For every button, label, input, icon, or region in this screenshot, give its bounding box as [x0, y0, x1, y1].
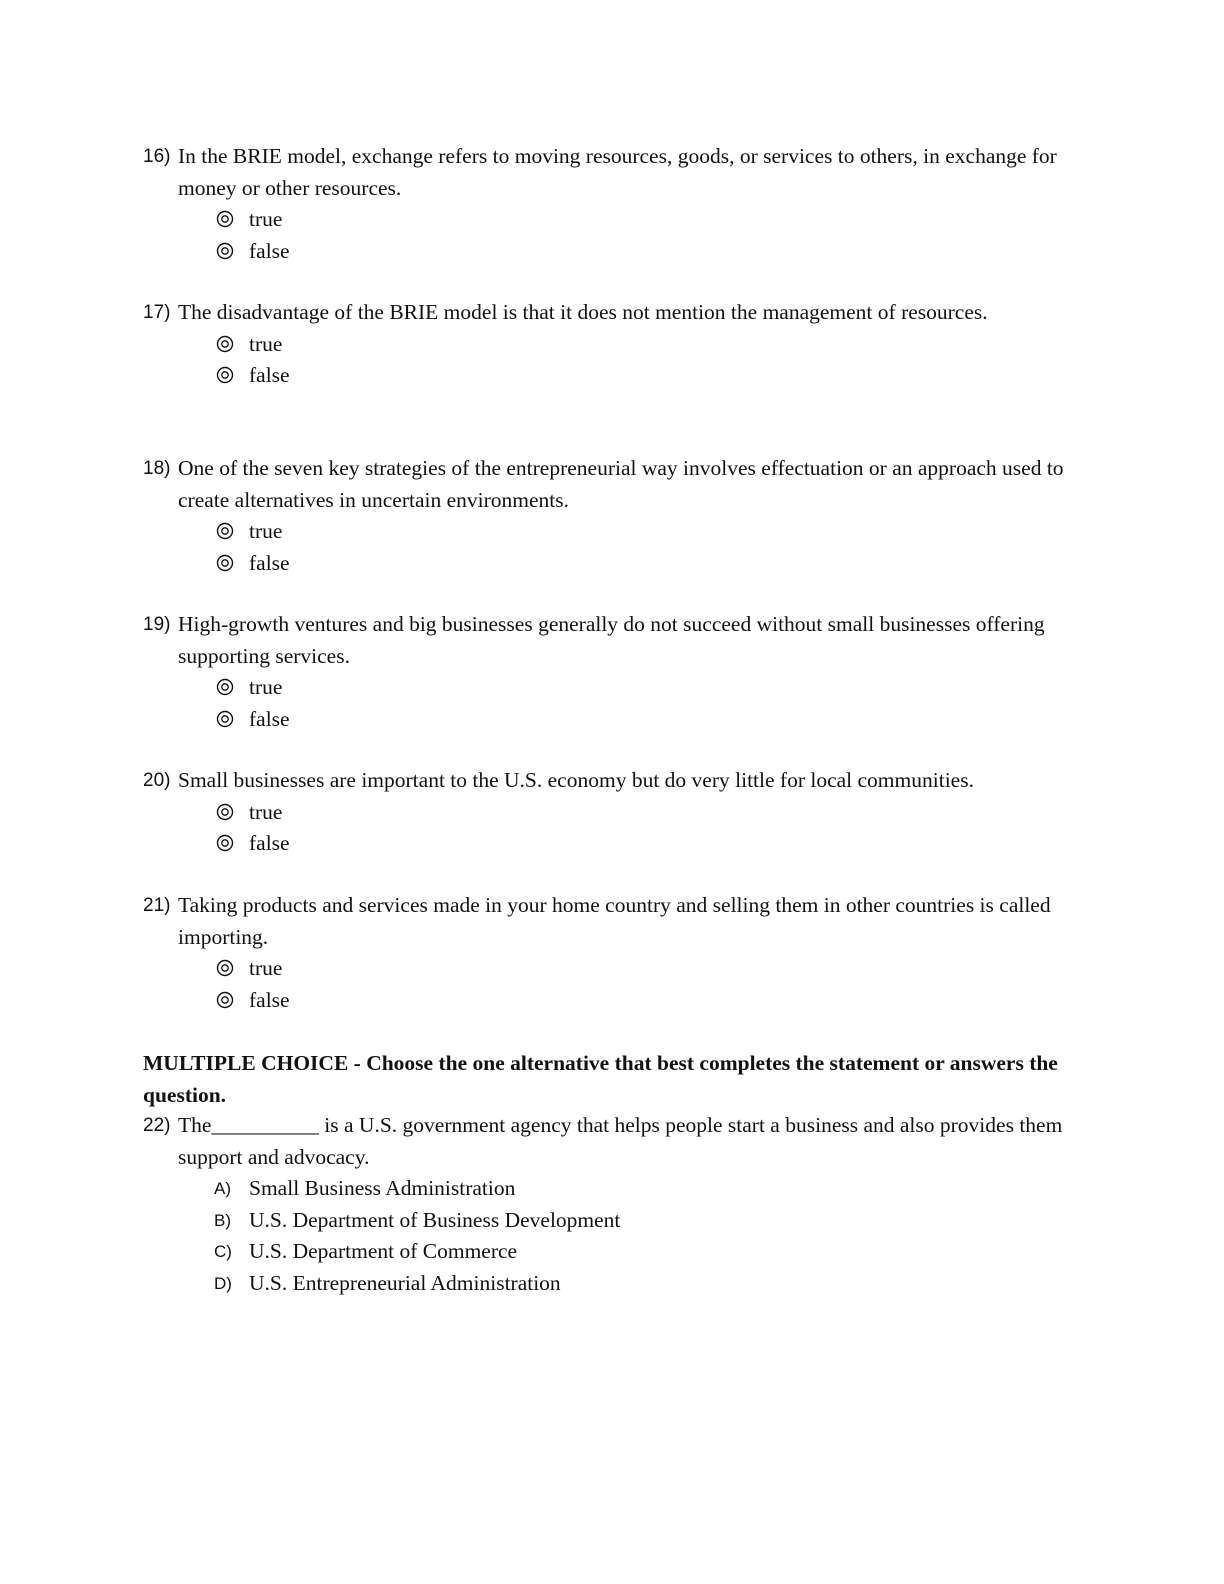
question-17: [143, 297, 1083, 392]
option-true[interactable]: [143, 516, 1083, 548]
question-number: 19): [143, 614, 171, 635]
answer-options: [143, 672, 1083, 735]
question-number: 21): [143, 895, 171, 916]
option-true[interactable]: [143, 672, 1083, 704]
question-number: 17): [143, 302, 171, 323]
option-true[interactable]: [143, 953, 1083, 985]
radio-button-icon[interactable]: [216, 710, 234, 728]
option-label: true: [249, 331, 283, 356]
question-21: [143, 890, 1083, 1016]
question-20: [143, 765, 1083, 860]
option-false[interactable]: [143, 236, 1083, 268]
option-label: false: [249, 706, 290, 731]
radio-button-icon[interactable]: [216, 366, 234, 384]
option-letter: A): [214, 1179, 231, 1198]
radio-button-icon[interactable]: [216, 242, 234, 260]
question-text: One of the seven key strategies of the entrepreneurial way involves effectuation or an approach used to create alternatives in uncertain environments.: [178, 456, 1064, 512]
radio-button-icon[interactable]: [216, 210, 234, 228]
option-true[interactable]: [143, 204, 1083, 236]
radio-button-icon[interactable]: [216, 834, 234, 852]
question-text: The__________ is a U.S. government agency that helps people start a business and also provides them support and advocacy.: [178, 1113, 1063, 1169]
question-stem: [143, 1110, 1083, 1173]
question-18: [143, 453, 1083, 579]
option-b[interactable]: [143, 1205, 1083, 1237]
option-label: false: [249, 550, 290, 575]
option-false[interactable]: [143, 985, 1083, 1017]
question-stem: [143, 141, 1083, 204]
answer-options: [143, 204, 1083, 267]
answer-options: [143, 797, 1083, 860]
question-16: [143, 141, 1083, 267]
question-text: Small businesses are important to the U.S. economy but do very little for local communities.: [178, 768, 974, 792]
option-true[interactable]: [143, 329, 1083, 361]
question-number: 16): [143, 146, 171, 167]
section-heading-multiple-choice: MULTIPLE CHOICE - Choose the one alternative that best completes the statement or answers the question.: [143, 1051, 1058, 1107]
option-label: U.S. Department of Business Development: [249, 1207, 621, 1232]
answer-options: [143, 516, 1083, 579]
option-a[interactable]: [143, 1173, 1083, 1205]
option-label: false: [249, 987, 290, 1012]
option-false[interactable]: [143, 360, 1083, 392]
radio-button-icon[interactable]: [216, 522, 234, 540]
option-label: true: [249, 207, 283, 231]
question-number: 20): [143, 770, 171, 791]
radio-button-icon[interactable]: [216, 991, 234, 1009]
option-label: true: [249, 675, 283, 699]
option-true[interactable]: [143, 797, 1083, 829]
radio-button-icon[interactable]: [216, 335, 234, 353]
answer-options: [143, 329, 1083, 392]
question-text: In the BRIE model, exchange refers to moving resources, goods, or services to others, in exchange for money or other resources.: [178, 144, 1057, 200]
question-stem: [143, 890, 1083, 953]
option-false[interactable]: [143, 548, 1083, 580]
option-label: false: [249, 238, 290, 263]
radio-button-icon[interactable]: [216, 678, 234, 696]
option-label: false: [249, 831, 290, 855]
option-label: U.S. Department of Commerce: [249, 1239, 518, 1263]
answer-options: [143, 1173, 1083, 1299]
option-d[interactable]: [143, 1268, 1083, 1300]
question-22: [143, 1110, 1083, 1299]
option-label: Small Business Administration: [249, 1176, 516, 1200]
answer-options: [143, 953, 1083, 1016]
question-stem: [143, 453, 1083, 516]
option-letter: C): [214, 1242, 232, 1261]
option-label: U.S. Entrepreneurial Administration: [249, 1270, 561, 1295]
question-stem: [143, 609, 1083, 672]
radio-button-icon[interactable]: [216, 959, 234, 977]
radio-button-icon[interactable]: [216, 554, 234, 572]
option-letter: D): [214, 1273, 232, 1293]
question-number: 22): [143, 1115, 171, 1136]
question-19: [143, 609, 1083, 735]
question-text: High-growth ventures and big businesses generally do not succeed without small businesses offering supporting services.: [178, 612, 1045, 668]
option-false[interactable]: [143, 704, 1083, 736]
question-text: The disadvantage of the BRIE model is that it does not mention the management of resources.: [178, 300, 988, 324]
option-label: false: [249, 363, 290, 387]
option-letter: B): [214, 1210, 231, 1230]
option-label: true: [249, 799, 283, 824]
question-text: Taking products and services made in your home country and selling them in other countries is called importing.: [178, 893, 1051, 949]
question-number: 18): [143, 458, 171, 479]
option-false[interactable]: [143, 828, 1083, 860]
question-stem: [143, 765, 1083, 797]
question-stem: [143, 297, 1083, 329]
radio-button-icon[interactable]: [216, 803, 234, 821]
option-label: true: [249, 519, 283, 543]
option-c[interactable]: [143, 1236, 1083, 1268]
option-label: true: [249, 956, 283, 980]
